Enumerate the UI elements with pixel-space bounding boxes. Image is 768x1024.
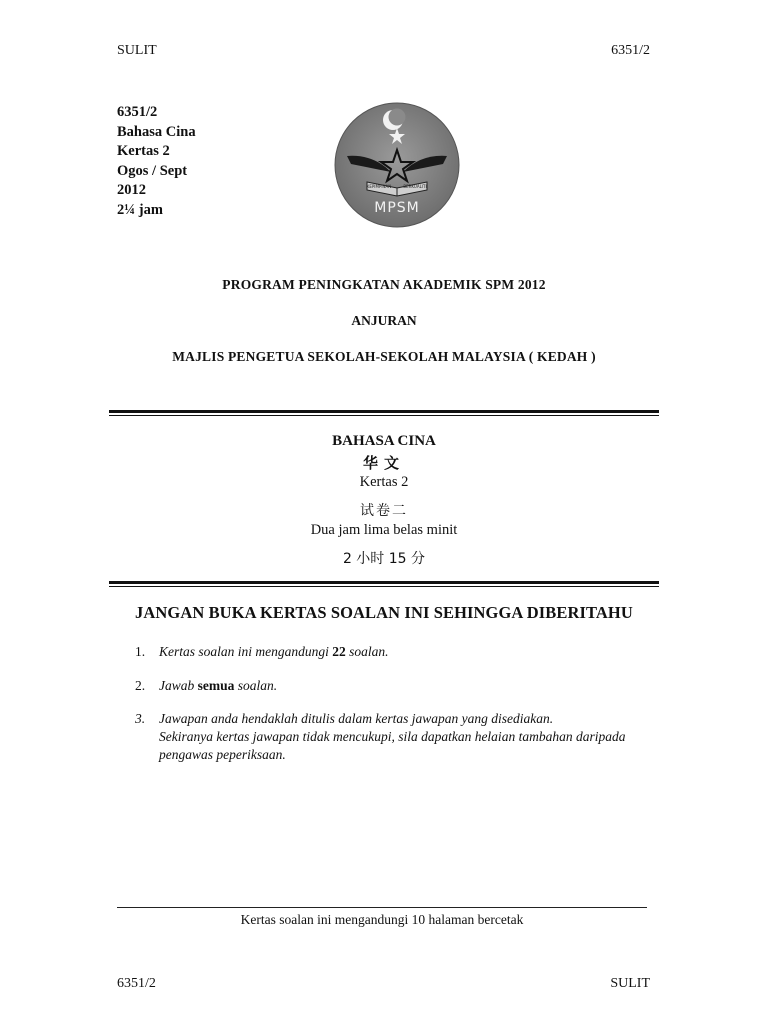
subject-name-zh: 华文 xyxy=(362,454,405,472)
mpsm-logo xyxy=(333,96,461,234)
paper-code: 6351/2 xyxy=(117,104,158,120)
instruction-emphasis: 22 xyxy=(332,644,346,659)
logo-text: MPSM xyxy=(374,200,420,216)
instruction-number: 1. xyxy=(135,644,146,659)
footer-right: SULIT xyxy=(610,976,650,991)
paper-meta xyxy=(117,103,196,220)
warning-text: JANGAN BUKA KERTAS SOALAN INI SEHINGGA DIBERITAHU xyxy=(135,603,633,622)
instruction-text: Kertas soalan ini mengandungi xyxy=(159,644,333,659)
instruction-number: 3. xyxy=(135,711,146,726)
paper-subject: Bahasa Cina xyxy=(117,123,196,140)
program-organiser: MAJLIS PENGETUA SEKOLAH-SEKOLAH MALAYSIA ( KEDAH ) xyxy=(172,349,596,364)
footer-rule xyxy=(117,907,647,908)
instruction-3 xyxy=(135,710,625,764)
logo-band-right: BERKUALITI xyxy=(403,184,427,189)
instruction-2 xyxy=(135,677,277,695)
logo-band-left: KEPIMPINAN xyxy=(366,184,392,189)
paper-zh: 试卷二 xyxy=(360,503,408,519)
time-zh: 2 小时 15 分 xyxy=(342,551,426,567)
paper-duration: 2¼ jam xyxy=(117,201,163,218)
header-left: SULIT xyxy=(117,43,157,58)
divider-top-thick xyxy=(109,410,659,413)
instruction-text-end: soalan. xyxy=(234,678,278,693)
program-title: PROGRAM PENINGKATAN AKADEMIK SPM 2012 xyxy=(222,277,546,292)
paper-month: Ogos / Sept xyxy=(117,162,188,179)
divider-bottom-thick xyxy=(109,581,659,584)
footer-left: 6351/2 xyxy=(117,976,156,991)
subject-name-ms: BAHASA CINA xyxy=(332,433,436,449)
instruction-text-end: soalan. xyxy=(345,644,389,659)
paper-ms: Kertas 2 xyxy=(359,474,409,490)
instruction-number: 2. xyxy=(135,678,146,693)
time-ms: Dua jam lima belas minit xyxy=(310,522,458,538)
paper-year: 2012 xyxy=(117,182,146,198)
paper-number: Kertas 2 xyxy=(117,143,170,159)
instruction-text-line2: Sekiranya kertas jawapan tidak mencukupi, sila dapatkan helaian tambahan daripada xyxy=(159,729,626,744)
program-organised-by: ANJURAN xyxy=(351,313,417,328)
divider-top-thin xyxy=(109,415,659,416)
instruction-text: Jawab xyxy=(159,678,198,693)
header-right: 6351/2 xyxy=(611,43,650,58)
instruction-emphasis: semua xyxy=(197,678,235,693)
divider-bottom-thin xyxy=(109,586,659,587)
instruction-text-line3: pengawas peperiksaan. xyxy=(159,747,286,762)
page-count-note: Kertas soalan ini mengandungi 10 halaman bercetak xyxy=(240,912,524,927)
instruction-text: Jawapan anda hendaklah ditulis dalam kertas jawapan yang disediakan. xyxy=(159,711,554,726)
instruction-1 xyxy=(135,643,389,661)
